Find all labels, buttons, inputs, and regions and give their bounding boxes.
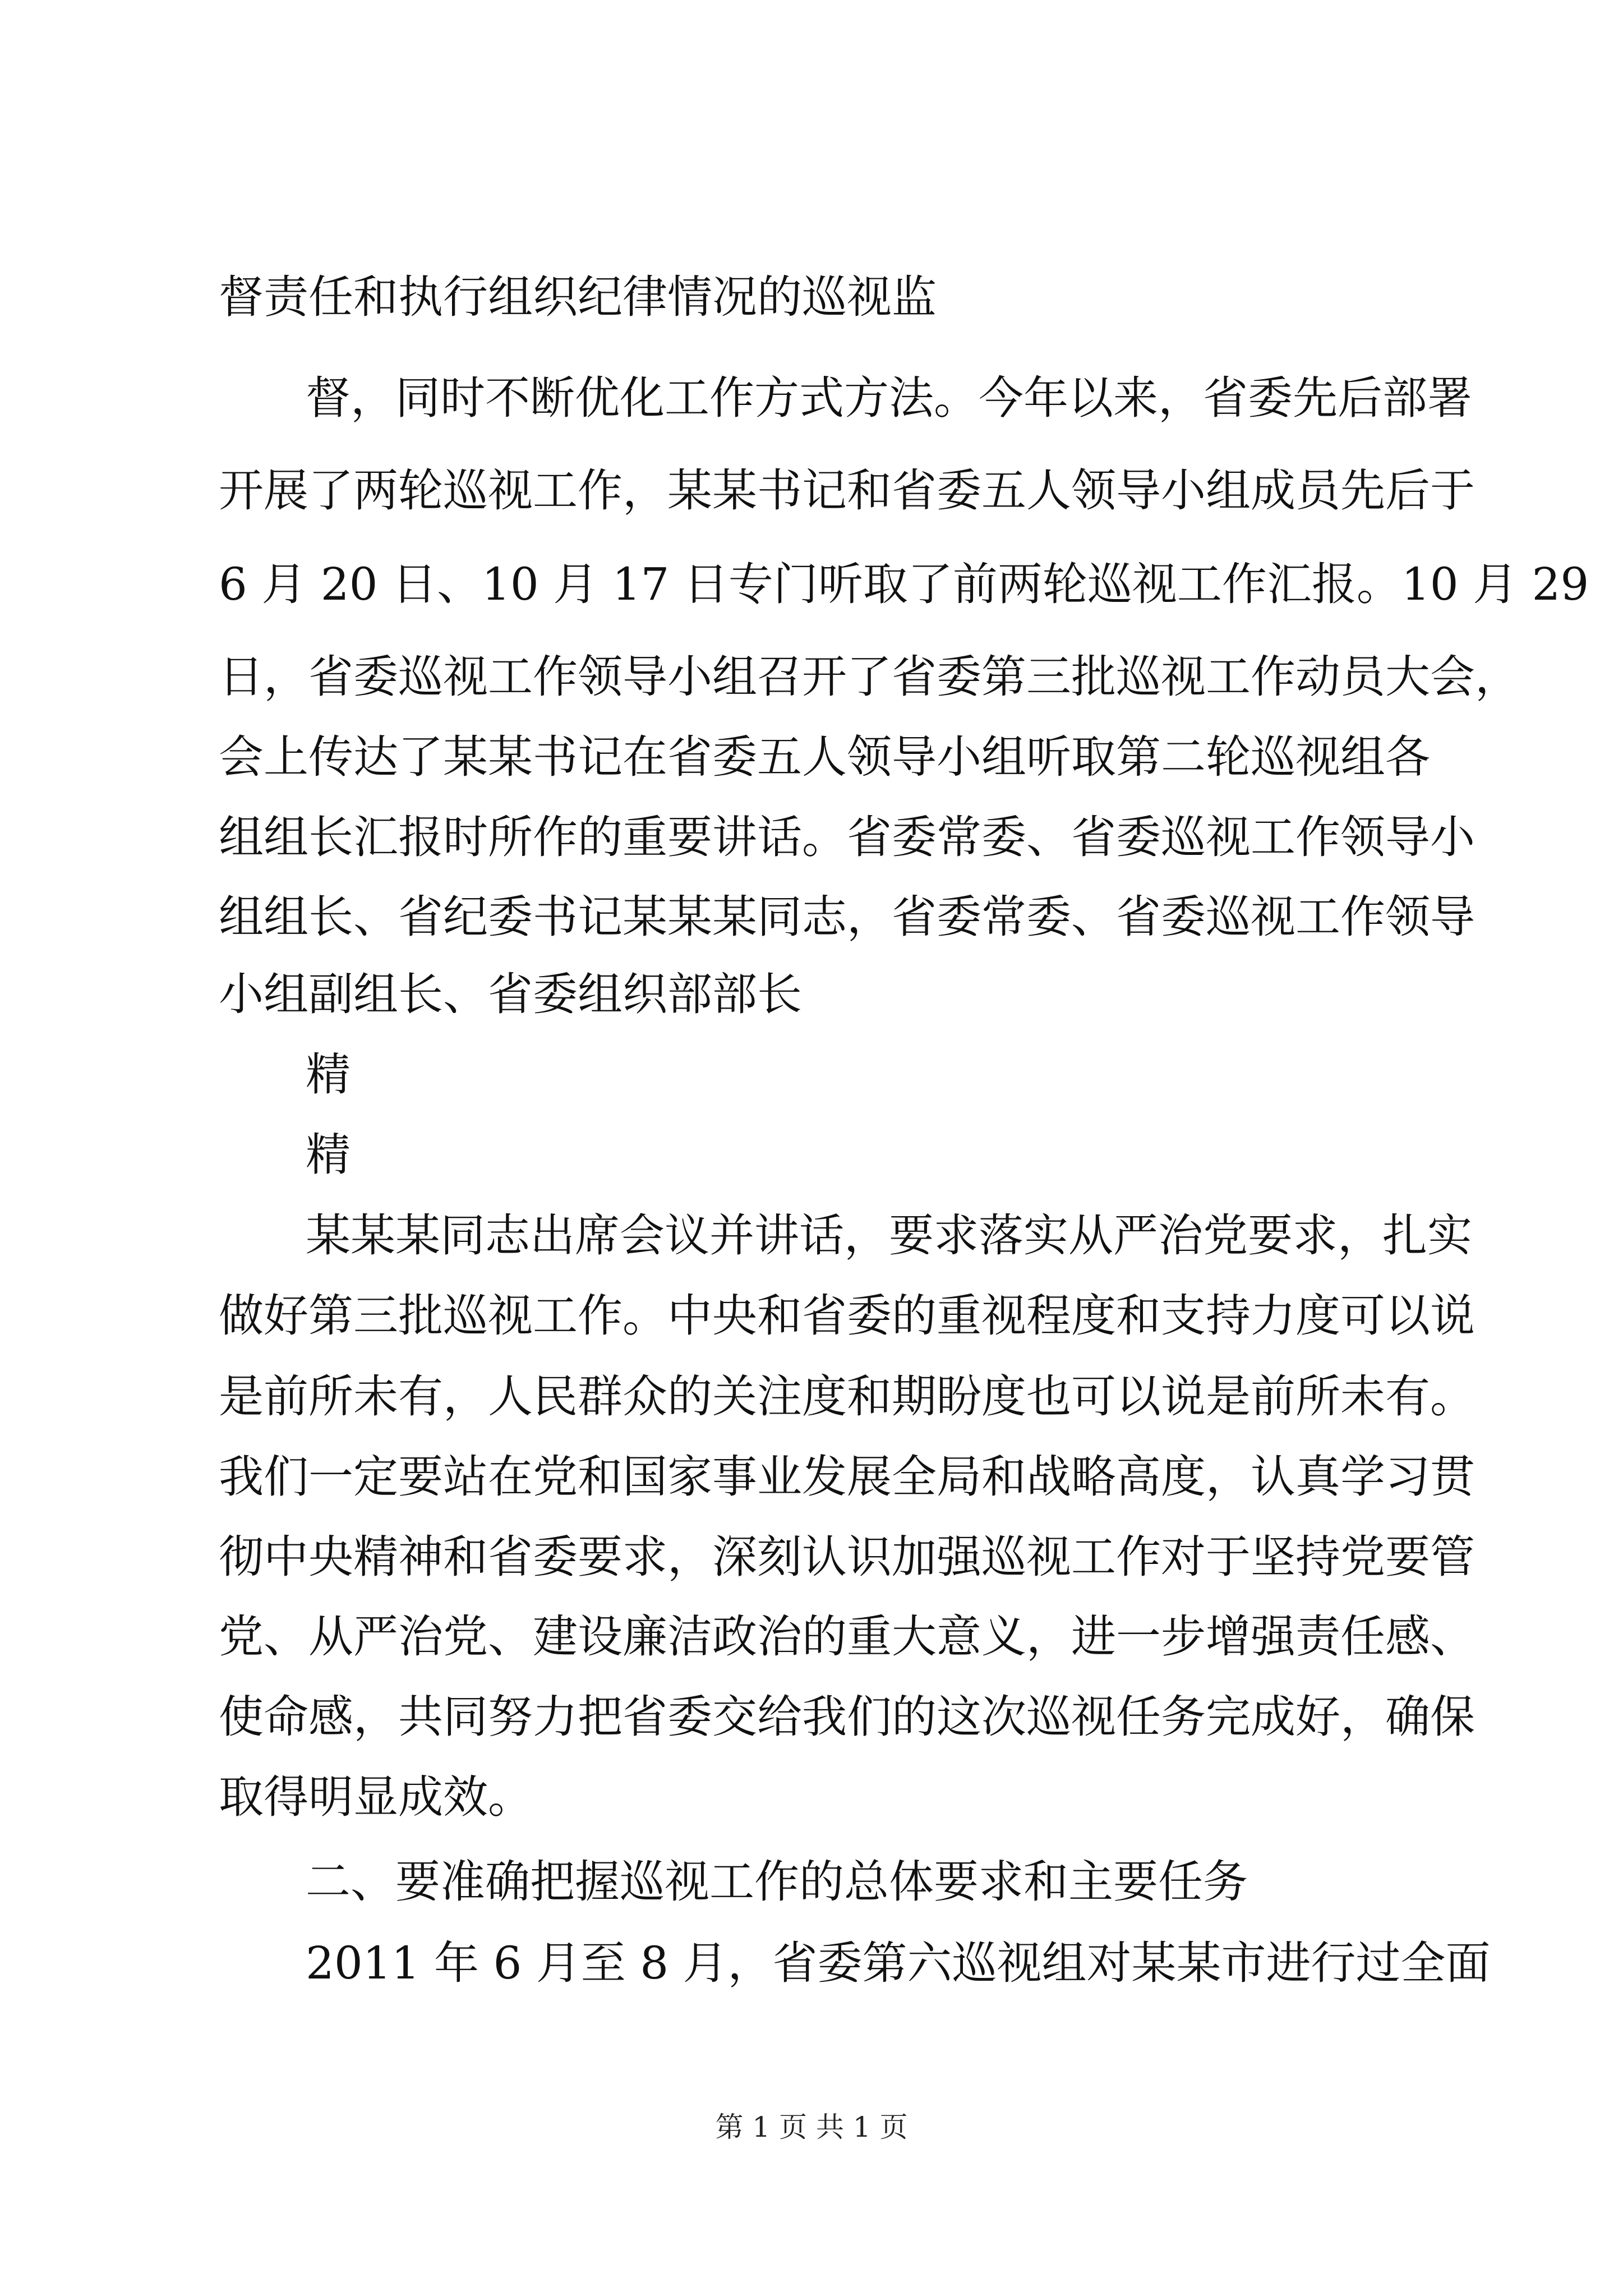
text-line: 某某某同志出席会议并讲话，要求落实从严治党要求，扎实 xyxy=(306,1209,1472,1262)
text-line: 我们一定要站在党和国家事业发展全局和战略高度，认真学习贯 xyxy=(219,1451,1475,1503)
text-line: 6 月 20 日、10 月 17 日专门听取了前两轮巡视工作汇报。10 月 29 xyxy=(219,558,1589,610)
text-line: 党、从严治党、建设廉洁政治的重大意义，进一步增强责任感、 xyxy=(219,1611,1475,1663)
text-line: 会上传达了某某书记在省委五人领导小组听取第二轮巡视组各 xyxy=(219,731,1430,783)
text-line: 组组长、省纪委书记某某某同志，省委常委、省委巡视工作领导 xyxy=(219,891,1475,943)
text-line: 组组长汇报时所作的重要讲话。省委常委、省委巡视工作领导小 xyxy=(219,811,1475,863)
text-line: 彻中央精神和省委要求，深刻认识加强巡视工作对于坚持党要管 xyxy=(219,1531,1475,1583)
text-line: 督责任和执行组织纪律情况的巡视监 xyxy=(219,271,937,323)
text-line: 日，省委巡视工作领导小组召开了省委第三批巡视工作动员大会， xyxy=(219,651,1520,703)
text-line: 精 xyxy=(306,1129,351,1181)
text-line: 精 xyxy=(306,1048,351,1101)
text-line: 取得明显成效。 xyxy=(219,1771,533,1823)
text-line: 使命感，共同努力把省委交给我们的这次巡视任务完成好，确保 xyxy=(219,1691,1475,1743)
text-line: 2011 年 6 月至 8 月，省委第六巡视组对某某市进行过全面 xyxy=(306,1937,1491,1989)
section-heading: 二、要准确把握巡视工作的总体要求和主要任务 xyxy=(306,1856,1248,1908)
text-line: 开展了两轮巡视工作，某某书记和省委五人领导小组成员先后于 xyxy=(219,464,1475,517)
text-line: 督，同时不断优化工作方式方法。今年以来，省委先后部署 xyxy=(306,372,1472,424)
text-line: 是前所未有，人民群众的关注度和期盼度也可以说是前所未有。 xyxy=(219,1370,1475,1423)
page-footer: 第 1 页 共 1 页 xyxy=(715,2111,908,2143)
text-line: 做好第三批巡视工作。中央和省委的重视程度和支持力度可以说 xyxy=(219,1290,1475,1342)
text-line: 小组副组长、省委组织部部长 xyxy=(219,968,802,1020)
